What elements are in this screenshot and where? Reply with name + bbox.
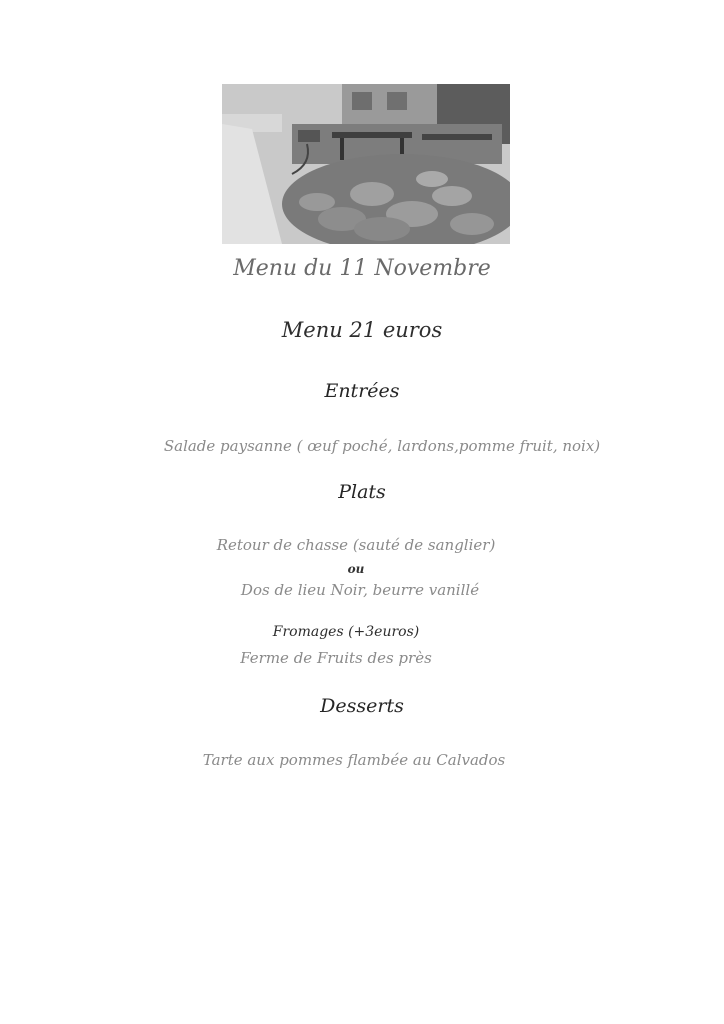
dish-separator-ou: ou bbox=[347, 562, 365, 576]
section-heading-desserts: Desserts bbox=[320, 695, 404, 717]
dish-dos-de-lieu: Dos de lieu Noir, beurre vanillé bbox=[240, 581, 480, 599]
terrace-photo-illustration bbox=[222, 84, 510, 244]
menu-price: Menu 21 euros bbox=[281, 318, 443, 342]
section-heading-fromages: Fromages (+3euros) bbox=[272, 624, 420, 640]
dish-retour-de-chasse: Retour de chasse (sauté de sanglier) bbox=[216, 536, 496, 554]
dish-ferme-de-fruits: Ferme de Fruits des près bbox=[240, 649, 432, 667]
dish-salade-paysanne: Salade paysanne ( œuf poché, lardons,pomme fruit, noix) bbox=[163, 437, 601, 455]
section-heading-entrees: Entrées bbox=[324, 380, 400, 402]
dish-tarte-aux-pommes: Tarte aux pommes flambée au Calvados bbox=[202, 751, 506, 769]
menu-title: Menu du 11 Novembre bbox=[233, 256, 491, 281]
terrace-photo bbox=[222, 84, 510, 244]
section-heading-plats: Plats bbox=[338, 481, 386, 503]
